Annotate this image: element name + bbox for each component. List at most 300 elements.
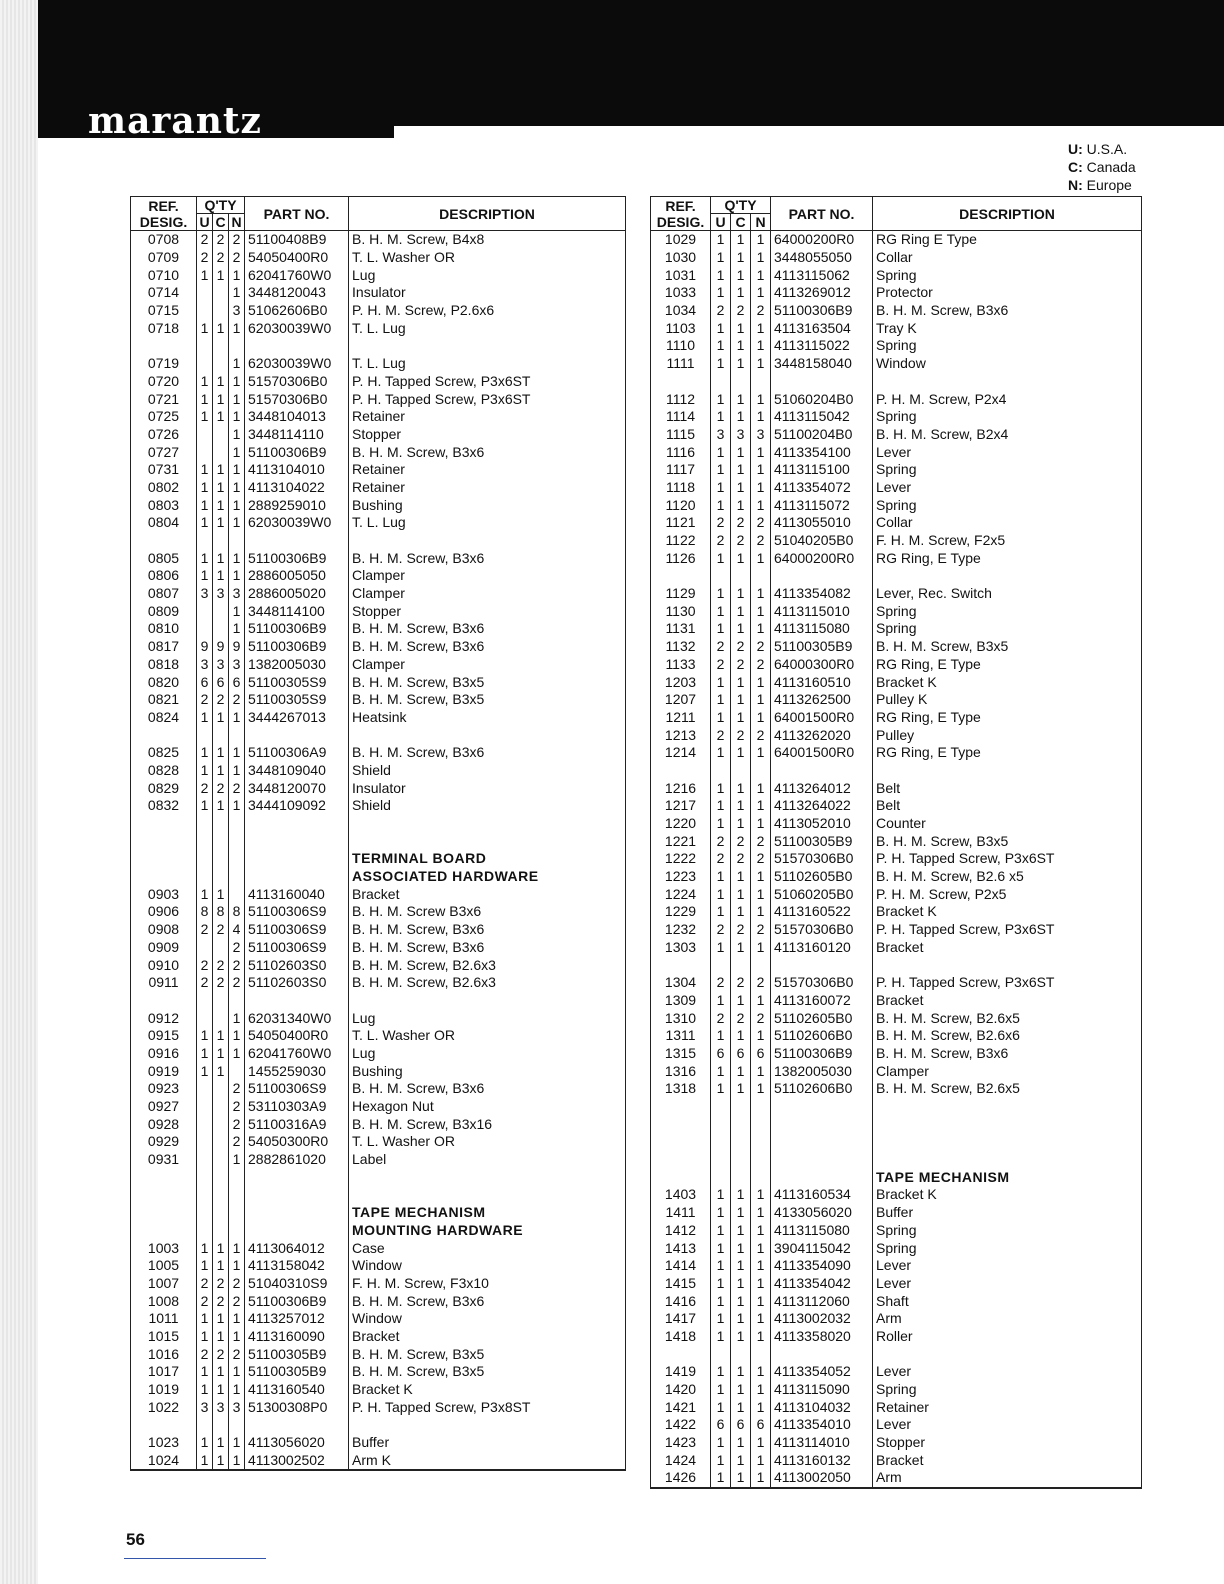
qty-n-cell: 1 (751, 337, 771, 355)
qty-n-cell (751, 1345, 771, 1363)
qty-c-cell: 1 (213, 709, 229, 727)
qty-c-cell: 6 (731, 1045, 751, 1063)
qty-n-cell: 9 (229, 638, 245, 656)
qty-u-cell (197, 284, 213, 302)
part-no-cell: 51570306B0 (245, 390, 349, 408)
qty-n-cell: 1 (751, 1398, 771, 1416)
table-row (651, 319, 1142, 337)
ref-desig-cell: 1221 (651, 832, 711, 850)
qty-n-cell: 2 (751, 974, 771, 992)
description-cell: B. H. M. Screw, B2.6 x5 (873, 868, 1142, 886)
description-cell (349, 1416, 626, 1434)
description-cell: Spring (873, 1222, 1142, 1240)
ref-desig-cell: 0911 (131, 974, 197, 992)
qty-u-cell: 1 (711, 602, 731, 620)
description-cell: Retainer (349, 408, 626, 426)
qty-c-cell: 1 (731, 319, 751, 337)
qty-c-cell (213, 337, 229, 355)
part-no-cell: 4113160510 (771, 673, 873, 691)
qty-u-cell: 1 (197, 1434, 213, 1452)
ref-desig-cell: 1318 (651, 1080, 711, 1098)
qty-n-cell: 2 (229, 956, 245, 974)
qty-n-cell: 1 (751, 1469, 771, 1488)
ref-desig-cell: 1423 (651, 1434, 711, 1452)
qty-u-header: U (711, 214, 731, 231)
qty-n-cell: 1 (229, 1257, 245, 1275)
qty-c-cell (213, 815, 229, 833)
description-header: DESCRIPTION (349, 197, 626, 231)
part-no-cell: 4113354010 (771, 1416, 873, 1434)
qty-n-cell: 1 (751, 885, 771, 903)
qty-c-cell: 1 (731, 1469, 751, 1488)
description-cell: Case (349, 1239, 626, 1257)
ref-desig-cell: 0828 (131, 762, 197, 780)
ref-desig-cell: 1114 (651, 408, 711, 426)
qty-c-cell: 1 (731, 1451, 751, 1469)
qty-u-cell (197, 302, 213, 320)
qty-n-cell (751, 1151, 771, 1169)
description-cell: Lever (873, 443, 1142, 461)
qty-c-cell (213, 726, 229, 744)
description-cell: T. L. Washer OR (349, 1027, 626, 1045)
qty-n-cell (229, 1062, 245, 1080)
part-no-cell: 51102606B0 (771, 1027, 873, 1045)
qty-u-cell (711, 762, 731, 780)
qty-n-cell (751, 567, 771, 585)
part-no-cell: 51100305B9 (245, 1345, 349, 1363)
qty-u-cell: 1 (711, 1310, 731, 1328)
description-cell: B. H. M. Screw, B3x5 (349, 1345, 626, 1363)
table-row (651, 868, 1142, 886)
qty-n-cell: 1 (229, 762, 245, 780)
part-no-cell: 51100305S9 (245, 673, 349, 691)
description-cell: Shield (349, 797, 626, 815)
qty-n-cell: 2 (751, 850, 771, 868)
qty-u-cell: 1 (711, 673, 731, 691)
part-no-cell (771, 1098, 873, 1116)
part-no-cell (771, 762, 873, 780)
qty-c-cell: 1 (213, 1310, 229, 1328)
description-cell: Bracket K (349, 1381, 626, 1399)
description-cell: Buffer (349, 1434, 626, 1452)
description-cell (349, 832, 626, 850)
part-no-cell (771, 567, 873, 585)
description-cell: B. H. M. Screw, B3x16 (349, 1115, 626, 1133)
table-row (131, 1257, 626, 1275)
qty-n-cell: 2 (229, 939, 245, 957)
qty-u-cell (197, 868, 213, 886)
description-cell: Spring (873, 337, 1142, 355)
qty-n-cell: 1 (751, 815, 771, 833)
qty-c-cell: 1 (213, 744, 229, 762)
ref-desig-cell (131, 832, 197, 850)
qty-c-cell: 1 (213, 1062, 229, 1080)
ref-desig-cell: 1214 (651, 744, 711, 762)
description-cell: Bracket (873, 1451, 1142, 1469)
ref-desig-cell: 1111 (651, 355, 711, 373)
qty-n-cell: 2 (229, 1133, 245, 1151)
table-row (651, 620, 1142, 638)
part-no-cell: 1455259030 (245, 1062, 349, 1080)
qty-n-header: N (751, 214, 771, 231)
part-no-cell: 4113158042 (245, 1257, 349, 1275)
description-cell: B. H. M. Screw, B3x6 (873, 1045, 1142, 1063)
part-no-cell (245, 532, 349, 550)
qty-u-cell: 1 (197, 479, 213, 497)
parts-table-left-body (131, 231, 626, 1471)
table-row (131, 1009, 626, 1027)
qty-n-cell: 1 (229, 1381, 245, 1399)
part-no-cell: 54050400R0 (245, 249, 349, 267)
qty-n-cell: 1 (751, 1434, 771, 1452)
qty-u-cell: 1 (711, 1239, 731, 1257)
qty-u-cell: 2 (711, 656, 731, 674)
table-row (651, 355, 1142, 373)
ref-desig-cell: 0908 (131, 921, 197, 939)
table-row (131, 638, 626, 656)
ref-desig-cell: 0715 (131, 302, 197, 320)
qty-n-cell: 1 (751, 319, 771, 337)
qty-u-cell: 1 (197, 514, 213, 532)
qty-u-cell: 2 (197, 1275, 213, 1293)
part-no-cell: 51060204B0 (771, 390, 873, 408)
section-heading: TERMINAL BOARD (349, 850, 626, 868)
qty-c-cell (731, 762, 751, 780)
part-no-cell: 51570306B0 (771, 974, 873, 992)
part-no-cell: 4113160534 (771, 1186, 873, 1204)
description-cell: B. H. M. Screw, B3x6 (349, 744, 626, 762)
qty-u-cell (197, 1098, 213, 1116)
qty-u-cell (197, 620, 213, 638)
qty-c-cell: 1 (213, 373, 229, 391)
part-no-cell: 51100306B9 (245, 620, 349, 638)
qty-n-cell: 1 (751, 1381, 771, 1399)
description-cell (873, 1098, 1142, 1116)
qty-c-cell: 1 (731, 709, 751, 727)
qty-n-cell: 6 (229, 673, 245, 691)
qty-u-cell: 3 (197, 1398, 213, 1416)
table-row (131, 1115, 626, 1133)
part-no-cell: 4113114010 (771, 1434, 873, 1452)
qty-c-cell (213, 832, 229, 850)
part-no-cell (245, 726, 349, 744)
table-row (131, 1168, 626, 1186)
table-row (651, 1098, 1142, 1116)
description-cell: B. H. M. Screw, B3x6 (349, 1292, 626, 1310)
part-no-cell: 64001500R0 (771, 709, 873, 727)
part-no-header: PART NO. (245, 197, 349, 231)
table-row (131, 549, 626, 567)
ref-desig-cell: 1223 (651, 868, 711, 886)
qty-u-cell: 1 (711, 1292, 731, 1310)
qty-u-cell: 1 (711, 1381, 731, 1399)
qty-c-cell: 1 (731, 1222, 751, 1240)
qty-c-cell: 1 (731, 1027, 751, 1045)
part-no-cell: 3448120043 (245, 284, 349, 302)
qty-c-cell: 1 (731, 443, 751, 461)
description-cell: Window (349, 1310, 626, 1328)
description-cell: P. H. Tapped Screw, P3x6ST (349, 390, 626, 408)
qty-n-cell: 1 (751, 1451, 771, 1469)
description-cell: Spring (873, 1381, 1142, 1399)
table-row (131, 302, 626, 320)
table-row (651, 1009, 1142, 1027)
ref-desig-cell: 1303 (651, 939, 711, 957)
qty-c-cell: 2 (731, 921, 751, 939)
qty-c-cell: 1 (213, 549, 229, 567)
ref-desig-cell: 0727 (131, 443, 197, 461)
description-cell: Retainer (873, 1398, 1142, 1416)
ref-desig-cell: 0916 (131, 1045, 197, 1063)
qty-u-cell: 1 (197, 797, 213, 815)
qty-n-cell (229, 1204, 245, 1222)
description-cell: Spring (873, 1239, 1142, 1257)
qty-c-cell: 2 (731, 726, 751, 744)
qty-c-cell (731, 1133, 751, 1151)
description-cell: Pulley (873, 726, 1142, 744)
ref-desig-cell (131, 992, 197, 1010)
part-no-cell: 2882861020 (245, 1151, 349, 1169)
description-cell: B. H. M. Screw, B2.6x5 (873, 1009, 1142, 1027)
ref-desig-cell: 1203 (651, 673, 711, 691)
ref-desig-cell: 1419 (651, 1363, 711, 1381)
qty-c-cell: 8 (213, 903, 229, 921)
description-cell: B. H. M. Screw, B3x6 (349, 1080, 626, 1098)
part-no-cell: 4113264022 (771, 797, 873, 815)
qty-n-cell: 1 (229, 443, 245, 461)
qty-n-cell: 1 (229, 1151, 245, 1169)
qty-u-cell: 1 (711, 1257, 731, 1275)
table-row (131, 673, 626, 691)
table-row (131, 337, 626, 355)
table-row (131, 426, 626, 444)
description-cell: Retainer (349, 479, 626, 497)
table-row (131, 1204, 626, 1222)
table-row (131, 691, 626, 709)
qty-u-cell: 2 (197, 921, 213, 939)
part-no-cell: 4113160090 (245, 1328, 349, 1346)
qty-u-cell: 1 (711, 549, 731, 567)
description-cell: P. H. Tapped Screw, P3x6ST (349, 373, 626, 391)
table-row (131, 921, 626, 939)
ref-desig-cell: 1211 (651, 709, 711, 727)
ref-desig-cell: 0809 (131, 602, 197, 620)
description-cell: Spring (873, 266, 1142, 284)
qty-c-cell (731, 1168, 751, 1186)
part-no-cell (771, 373, 873, 391)
ref-desig-cell: 0821 (131, 691, 197, 709)
qty-c-cell: 1 (213, 266, 229, 284)
part-no-cell: 51100306B9 (245, 549, 349, 567)
qty-u-cell (711, 1133, 731, 1151)
qty-n-cell: 1 (751, 992, 771, 1010)
table-row (131, 249, 626, 267)
ref-desig-cell (131, 532, 197, 550)
qty-u-cell: 2 (197, 691, 213, 709)
ref-desig-cell: 0825 (131, 744, 197, 762)
table-row (131, 939, 626, 957)
part-no-cell: 3448114110 (245, 426, 349, 444)
table-row (651, 1469, 1142, 1488)
qty-n-cell: 2 (229, 974, 245, 992)
table-row (651, 1239, 1142, 1257)
qty-u-cell: 3 (197, 585, 213, 603)
qty-n-cell: 1 (229, 373, 245, 391)
part-no-cell: 4113115062 (771, 266, 873, 284)
part-no-cell (771, 1345, 873, 1363)
table-row (131, 1027, 626, 1045)
qty-c-cell: 2 (213, 1292, 229, 1310)
qty-u-cell: 1 (711, 779, 731, 797)
description-cell: B. H. M. Screw, B2.6x3 (349, 956, 626, 974)
qty-u-cell: 1 (197, 461, 213, 479)
qty-c-cell (213, 1098, 229, 1116)
ref-desig-cell: 1008 (131, 1292, 197, 1310)
description-cell: Buffer (873, 1204, 1142, 1222)
qty-u-cell: 2 (711, 850, 731, 868)
part-no-cell: 4113115080 (771, 620, 873, 638)
part-no-cell (771, 1115, 873, 1133)
ref-desig-cell: 1311 (651, 1027, 711, 1045)
qty-n-cell: 1 (229, 1045, 245, 1063)
description-cell: Shaft (873, 1292, 1142, 1310)
qty-n-cell: 1 (751, 390, 771, 408)
qty-c-cell: 1 (731, 1310, 751, 1328)
qty-n-cell: 1 (229, 1239, 245, 1257)
description-cell (349, 1186, 626, 1204)
country-legend (1068, 140, 1136, 194)
qty-c-cell: 1 (731, 1398, 751, 1416)
qty-c-cell (213, 1151, 229, 1169)
table-row (651, 1434, 1142, 1452)
qty-u-cell (711, 1168, 731, 1186)
qty-u-cell: 1 (711, 1080, 731, 1098)
qty-c-cell (731, 567, 751, 585)
ref-desig-cell: 1424 (651, 1451, 711, 1469)
qty-u-cell: 1 (197, 1045, 213, 1063)
table-row (651, 1133, 1142, 1151)
part-no-cell: 2889259010 (245, 496, 349, 514)
description-cell: T. L. Lug (349, 514, 626, 532)
ref-desig-cell: 1110 (651, 337, 711, 355)
description-cell: Spring (873, 408, 1142, 426)
ref-desig-cell (651, 1098, 711, 1116)
part-no-cell: 51100305B9 (245, 1363, 349, 1381)
qty-u-cell: 2 (197, 249, 213, 267)
qty-u-cell: 1 (197, 1027, 213, 1045)
qty-u-cell: 1 (711, 1363, 731, 1381)
qty-u-cell (197, 443, 213, 461)
qty-n-cell: 1 (751, 1062, 771, 1080)
part-no-cell: 4113052010 (771, 815, 873, 833)
qty-n-cell: 2 (229, 1292, 245, 1310)
qty-c-cell (213, 620, 229, 638)
description-cell: B. H. M. Screw, B2.6x5 (873, 1080, 1142, 1098)
description-cell: P. H. Tapped Screw, P3x8ST (349, 1398, 626, 1416)
qty-n-cell: 2 (751, 726, 771, 744)
description-cell: Arm (873, 1469, 1142, 1488)
description-cell: B. H. M. Screw, B3x6 (349, 638, 626, 656)
qty-c-header: C (213, 214, 229, 231)
table-row (131, 974, 626, 992)
part-no-cell: 51100306S9 (245, 1080, 349, 1098)
qty-c-cell: 1 (731, 408, 751, 426)
qty-n-cell: 1 (751, 355, 771, 373)
qty-c-cell: 3 (213, 1398, 229, 1416)
table-row (651, 1275, 1142, 1293)
qty-c-cell: 1 (213, 762, 229, 780)
qty-n-cell (229, 1416, 245, 1434)
part-no-cell: 4113115080 (771, 1222, 873, 1240)
qty-u-cell: 1 (711, 390, 731, 408)
qty-c-cell: 1 (731, 885, 751, 903)
table-row (651, 514, 1142, 532)
qty-n-cell: 1 (229, 797, 245, 815)
qty-c-cell (731, 1345, 751, 1363)
qty-n-cell: 2 (751, 921, 771, 939)
qty-n-cell (229, 832, 245, 850)
ref-desig-cell: 0802 (131, 479, 197, 497)
ref-desig-cell: 1217 (651, 797, 711, 815)
description-cell (349, 726, 626, 744)
ref-desig-cell: 0804 (131, 514, 197, 532)
ref-desig-cell (131, 1204, 197, 1222)
table-row (651, 656, 1142, 674)
table-row (131, 231, 626, 249)
table-row (131, 726, 626, 744)
qty-c-cell: 1 (731, 1363, 751, 1381)
qty-n-cell: 1 (751, 779, 771, 797)
qty-n-cell: 1 (229, 549, 245, 567)
qty-n-cell: 2 (751, 532, 771, 550)
part-no-cell: 4113262500 (771, 691, 873, 709)
description-cell: Lever (873, 479, 1142, 497)
ref-desig-cell (651, 1151, 711, 1169)
ref-desig-cell: 0710 (131, 266, 197, 284)
qty-c-cell (213, 1009, 229, 1027)
qty-n-cell: 1 (751, 797, 771, 815)
ref-desig-cell: 1216 (651, 779, 711, 797)
description-cell: Bracket (349, 885, 626, 903)
qty-u-cell: 1 (711, 903, 731, 921)
ref-desig-cell: 0906 (131, 903, 197, 921)
part-no-cell: 4113354042 (771, 1275, 873, 1293)
table-row (651, 1080, 1142, 1098)
parts-table-left (130, 196, 626, 1471)
part-no-cell (771, 1133, 873, 1151)
qty-u-cell: 1 (197, 1062, 213, 1080)
part-no-cell: 51102606B0 (771, 1080, 873, 1098)
ref-desig-cell: 0709 (131, 249, 197, 267)
part-no-cell: 4113354090 (771, 1257, 873, 1275)
table-row (651, 1451, 1142, 1469)
ref-desig-cell (651, 1168, 711, 1186)
qty-c-cell: 2 (213, 1275, 229, 1293)
ref-desig-cell: 0817 (131, 638, 197, 656)
qty-n-cell: 1 (229, 602, 245, 620)
description-cell: Roller (873, 1328, 1142, 1346)
qty-n-cell: 3 (229, 585, 245, 603)
ref-desig-cell: 1022 (131, 1398, 197, 1416)
ref-desig-cell (651, 1133, 711, 1151)
table-row (651, 1398, 1142, 1416)
table-row (651, 1345, 1142, 1363)
ref-desig-cell: 0912 (131, 1009, 197, 1027)
ref-desig-cell: 0810 (131, 620, 197, 638)
qty-c-cell: 1 (731, 1328, 751, 1346)
description-cell (873, 762, 1142, 780)
table-row (131, 620, 626, 638)
